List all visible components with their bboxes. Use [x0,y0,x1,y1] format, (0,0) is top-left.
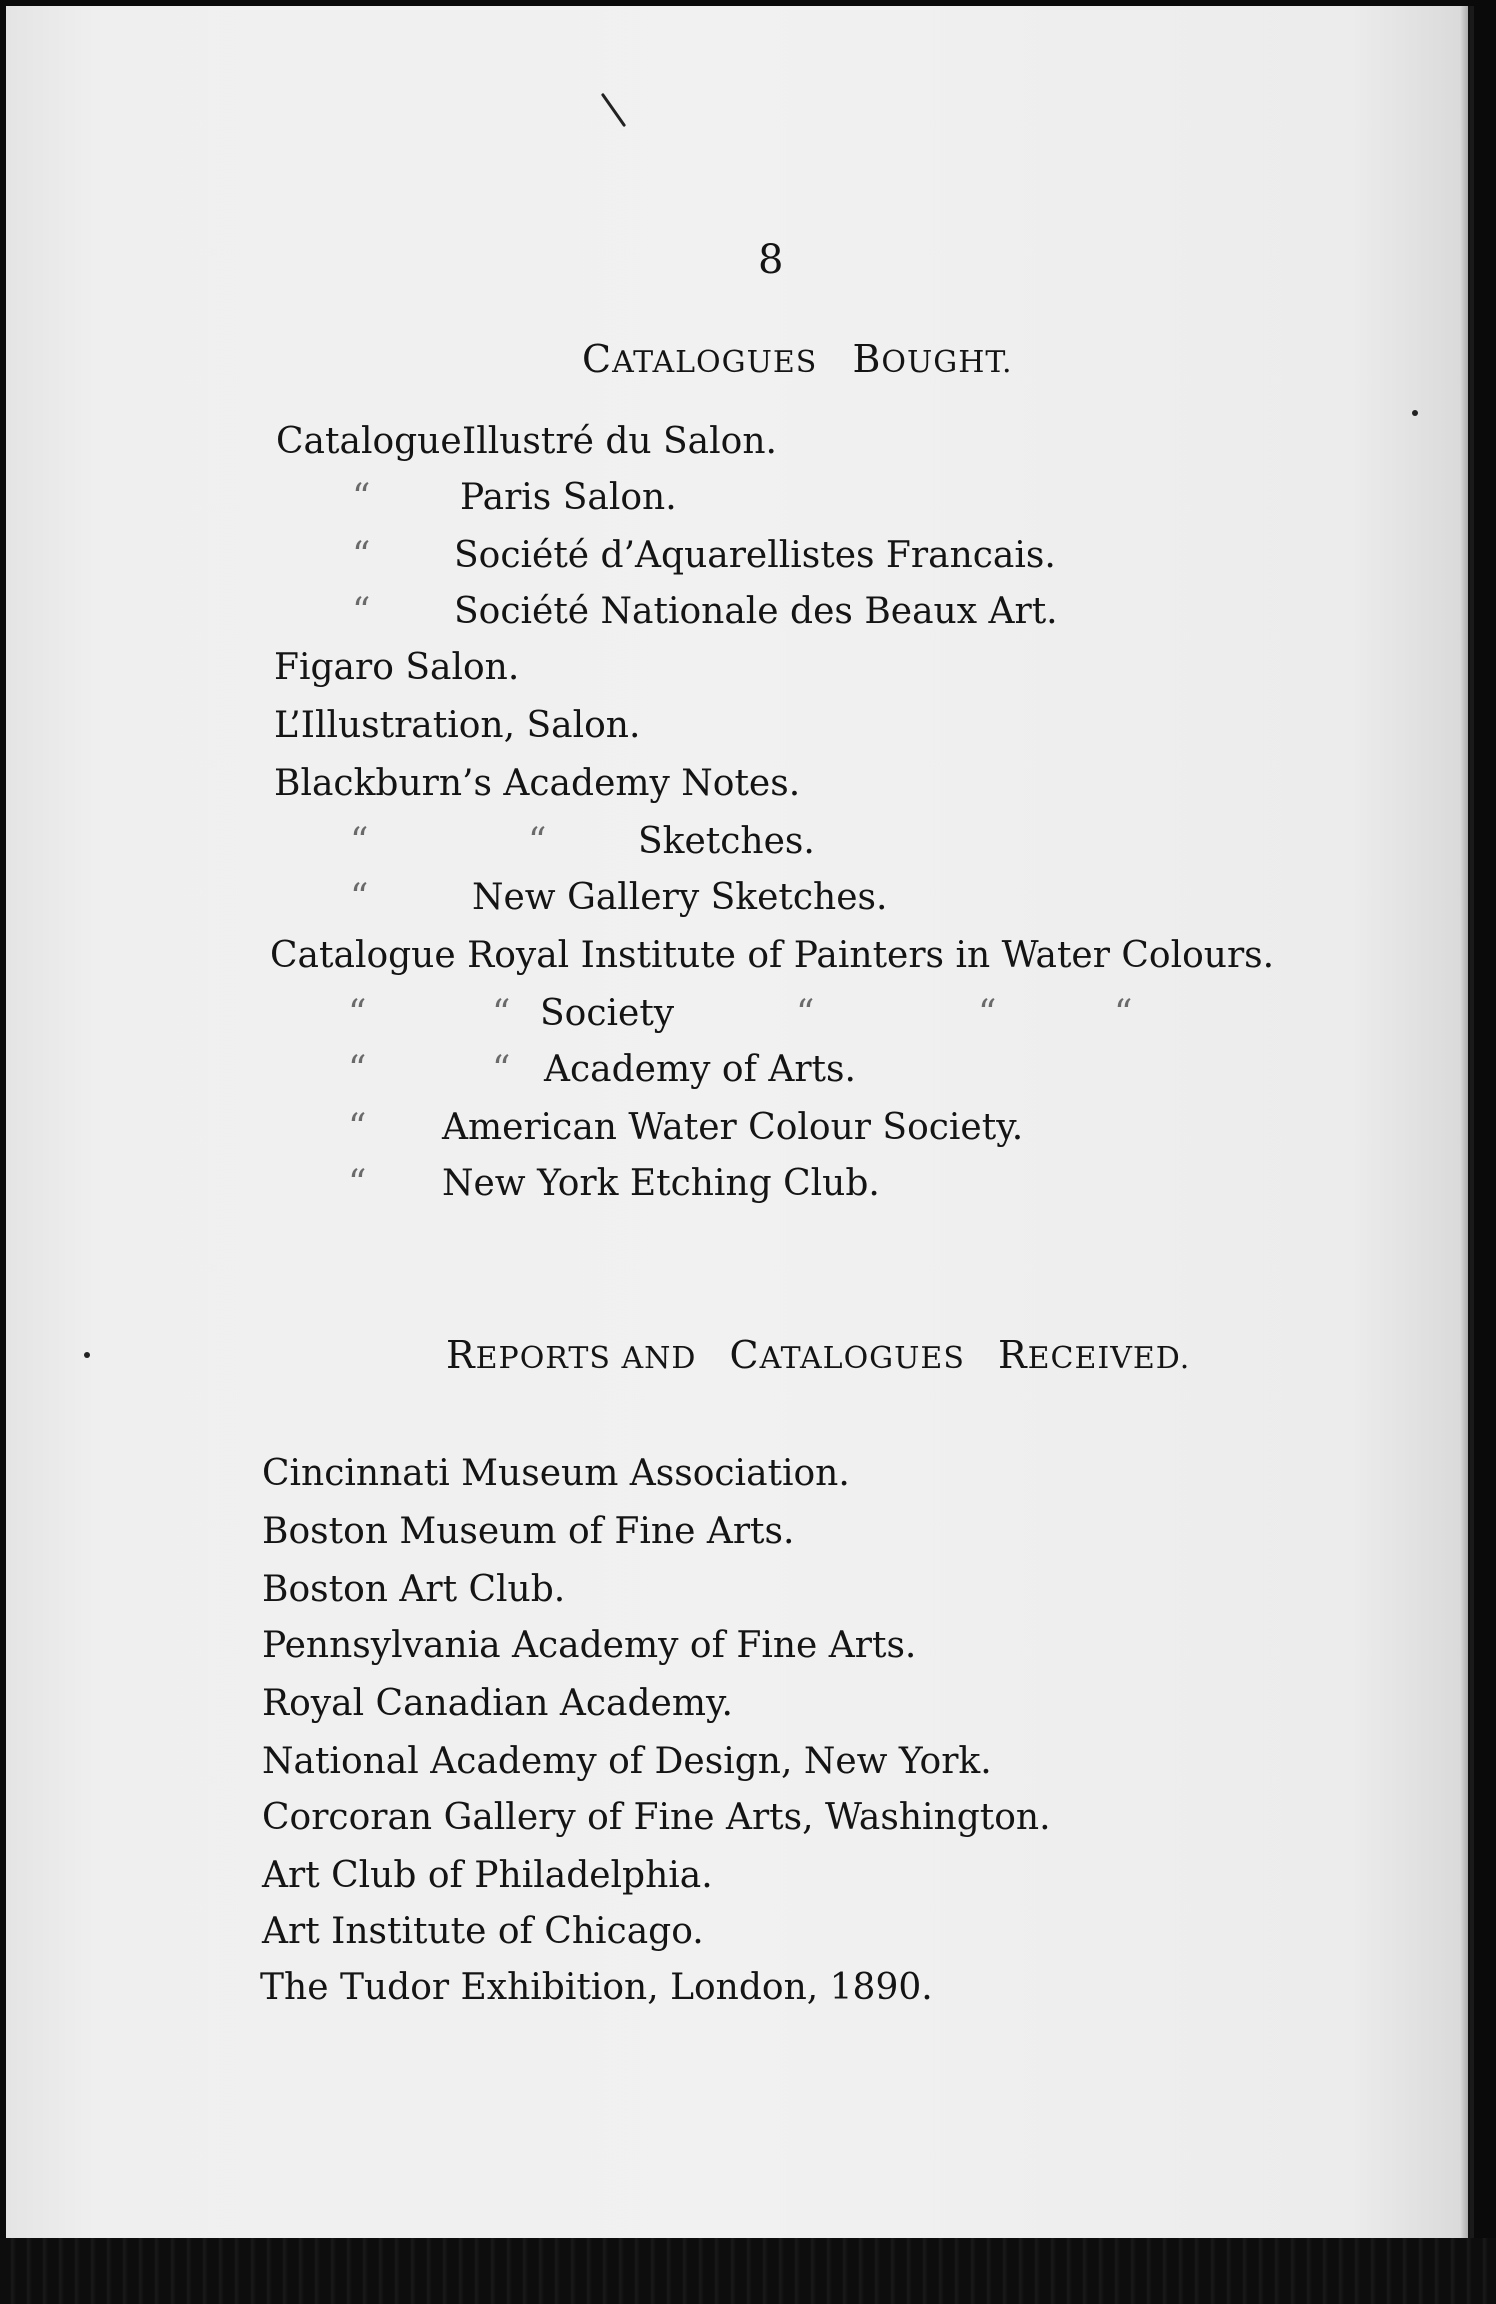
received-entry: Corcoran Gallery of Fine Arts, Washington. [262,1797,1051,1838]
heading-initial: R [446,1333,476,1377]
page-number: 8 [758,237,784,283]
catalogue-entry: Paris Salon. [460,477,677,518]
ditto-mark: “ [492,993,511,1034]
received-entry: Cincinnati Museum Association. [262,1453,850,1494]
ditto-mark: “ [492,1049,511,1090]
ditto-mark: “ [348,1163,367,1204]
section-heading-catalogues-bought [582,337,1013,381]
ditto-mark: “ [348,1049,367,1090]
received-entry: Royal Canadian Academy. [262,1683,733,1724]
heading-initial: C [729,1333,760,1377]
heading-word: ATALOGUES [612,345,818,380]
catalogue-entry: Illustré du Salon. [462,421,777,462]
heading-word: ATALOGUES [759,1341,965,1376]
received-entry: Boston Museum of Fine Arts. [262,1511,795,1552]
catalogue-entry: New York Etching Club. [442,1163,880,1204]
catalogue-entry: Academy of Arts. [544,1049,856,1090]
ditto-mark: “ [796,993,815,1034]
received-entry: Art Club of Philadelphia. [262,1855,713,1896]
heading-initial: C [582,337,613,381]
paper-sheet [6,6,1474,2238]
catalogue-entry: American Water Colour Society. [442,1107,1024,1148]
catalogue-entry: Société Nationale des Beaux Art. [454,591,1058,632]
catalogue-entry: New Gallery Sketches. [472,877,888,918]
section-heading-reports-received [446,1333,1191,1377]
received-entry: National Academy of Design, New York. [262,1741,992,1782]
catalogue-entry: Figaro Salon. [274,647,520,688]
ditto-mark: “ [352,477,371,518]
received-entry: Art Institute of Chicago. [262,1911,704,1952]
scan-border [0,2238,1496,2304]
catalogue-entry: Blackburn’s Academy Notes. [274,763,801,804]
scan-speck [84,1352,90,1358]
ditto-mark: “ [348,993,367,1034]
received-entry: Pennsylvania Academy of Fine Arts. [262,1625,917,1666]
heading-word: ECEIVED. [1027,1341,1191,1376]
ditto-mark: “ [978,993,997,1034]
heading-word: EPORTS AND [475,1341,697,1376]
heading-initial: B [852,337,882,381]
ditto-mark: “ [352,591,371,632]
ditto-mark: “ [528,821,547,862]
ditto-mark: “ [350,877,369,918]
received-entry: The Tudor Exhibition, London, 1890. [260,1967,933,2008]
heading-initial: R [997,1333,1028,1377]
scan-speck [1412,410,1418,416]
ditto-mark: “ [1114,993,1133,1034]
ditto-mark: “ [352,535,371,576]
catalogue-entry: L’Illustration, Salon. [274,705,641,746]
ditto-mark: “ [348,1107,367,1148]
catalogue-entry: Société d’Aquarellistes Francais. [454,535,1056,576]
scan-speck [601,93,626,127]
catalogue-entry: Society [540,993,675,1034]
catalogue-entry: Catalogue Royal Institute of Painters in Water Colours. [270,935,1275,976]
heading-word: OUGHT. [881,345,1013,380]
ditto-mark: “ [350,821,369,862]
received-entry: Boston Art Club. [262,1569,566,1610]
catalogue-label: Catalogue [276,421,462,462]
catalogue-entry: Sketches. [638,821,815,862]
